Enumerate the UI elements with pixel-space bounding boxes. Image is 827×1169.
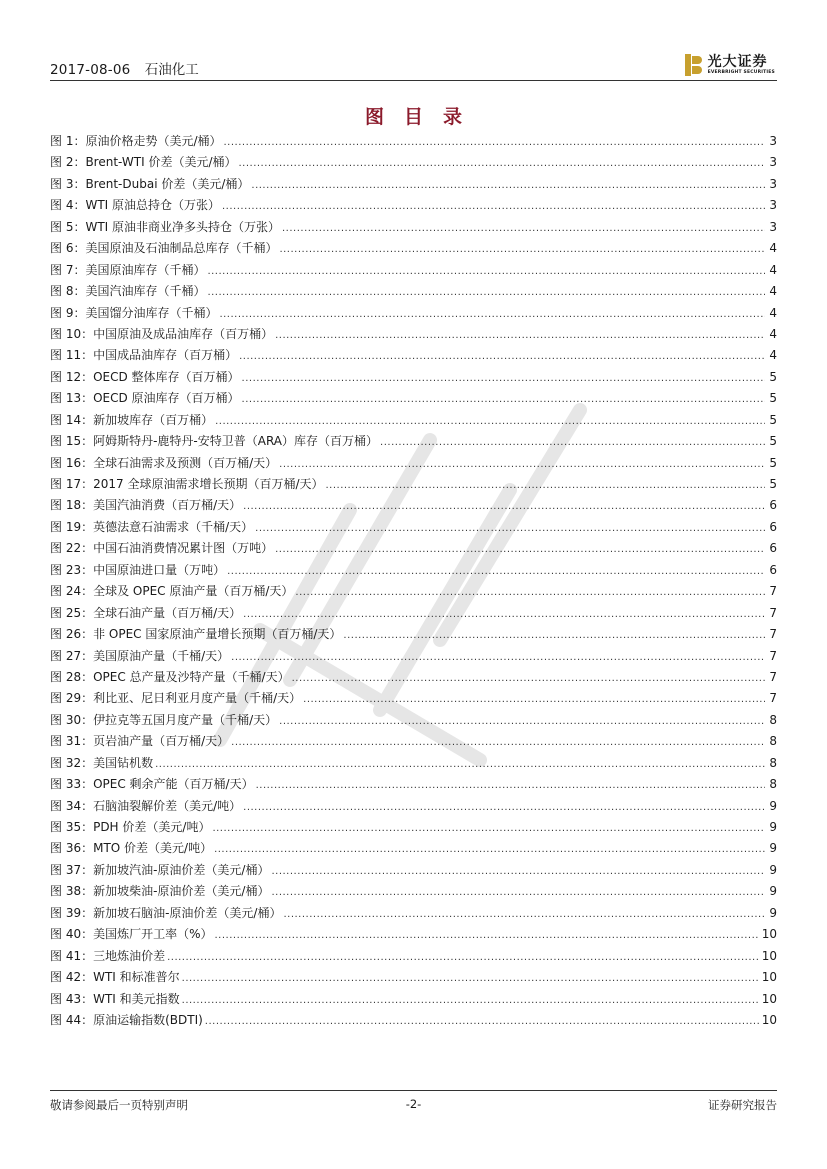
toc-leader-dots (283, 909, 765, 920)
toc-entry-label: 图 42：WTI 和标准普尔 (50, 970, 180, 985)
toc-entry[interactable] (50, 475, 777, 496)
toc-entry-label: 图 26：非 OPEC 国家原油产量增长预期（百万桶/天） (50, 627, 342, 642)
toc-entry-page: 5 (769, 434, 777, 449)
toc-entry-label: 图 23：中国原油进口量（万吨） (50, 562, 226, 577)
report-sector: 石油化工 (144, 62, 199, 78)
toc-entry-page: 10 (761, 970, 777, 985)
logo-chinese-name: 光大证券 (707, 53, 768, 70)
toc-entry-label: 图 18：美国汽油消费（百万桶/天） (50, 498, 242, 513)
toc-entry[interactable] (50, 368, 777, 389)
toc-entry[interactable] (50, 561, 777, 582)
toc-entry-label: 图 12：OECD 整体库存（百万桶） (50, 369, 240, 384)
toc-entry-label: 图 34：石脑油裂解价差（美元/吨） (50, 798, 242, 813)
toc-entry[interactable] (50, 839, 777, 860)
toc-entry-page: 9 (769, 841, 777, 856)
toc-leader-dots (215, 930, 760, 941)
toc-leader-dots (243, 609, 765, 620)
toc-leader-dots (231, 652, 765, 663)
toc-leader-dots (243, 501, 765, 512)
toc-entry-page: 4 (769, 348, 777, 363)
toc-entry[interactable] (50, 411, 777, 432)
toc-entry-page: 10 (761, 1012, 777, 1027)
toc-leader-dots (255, 523, 765, 534)
toc-entry-page: 3 (769, 219, 777, 234)
toc-leader-dots (279, 716, 765, 727)
toc-entry-page: 5 (769, 391, 777, 406)
toc-entry[interactable] (50, 604, 777, 625)
toc-leader-dots (167, 952, 760, 963)
toc-entry-page: 8 (769, 755, 777, 770)
toc-leader-dots (271, 887, 765, 898)
report-date: 2017-08-06 (50, 62, 131, 78)
toc-entry-page: 5 (769, 477, 777, 491)
company-logo (685, 52, 775, 78)
toc-leader-dots (295, 587, 765, 598)
toc-leader-dots (155, 759, 765, 770)
toc-entry[interactable] (50, 861, 777, 882)
toc-leader-dots (224, 137, 766, 148)
toc-entry[interactable] (50, 389, 777, 410)
toc-entry-page: 8 (769, 712, 777, 727)
toc-entry-label: 图 1：原油价格走势（美元/桶） (50, 134, 222, 148)
toc-entry-label: 图 24：全球及 OPEC 原油产量（百万桶/天） (50, 584, 294, 599)
toc-entry-page: 6 (769, 498, 777, 513)
toc-leader-dots (303, 694, 765, 705)
toc-entry-label: 图 15：阿姆斯特丹-鹿特丹-安特卫普（ARA）库存（百万桶） (50, 434, 379, 449)
toc-leader-dots (242, 373, 765, 384)
toc-entry-page: 7 (769, 584, 777, 599)
toc-entry-page: 3 (769, 176, 777, 191)
toc-entry[interactable] (50, 454, 777, 475)
toc-leader-dots (222, 201, 765, 212)
logo-english-name: EVERBRIGHT SECURITIES (707, 69, 775, 75)
toc-entry[interactable] (50, 689, 777, 710)
toc-leader-dots (271, 866, 765, 877)
toc-entry-label: 图 7：美国原油库存（千桶） (50, 262, 206, 277)
toc-entry[interactable] (50, 518, 777, 539)
toc-entry-page: 10 (761, 991, 777, 1006)
toc-entry-page: 7 (769, 691, 777, 706)
toc-leader-dots (279, 244, 765, 255)
toc-entry-page: 4 (769, 262, 777, 277)
toc-entry-page: 5 (769, 369, 777, 384)
toc-entry[interactable] (50, 647, 777, 668)
toc-entry[interactable] (50, 775, 777, 796)
toc-entry[interactable] (50, 947, 777, 968)
toc-entry-page: 9 (769, 884, 777, 899)
toc-entry[interactable] (50, 282, 777, 303)
toc-entry[interactable] (50, 261, 777, 282)
toc-entry[interactable] (50, 668, 777, 689)
toc-entry-page: 8 (769, 777, 777, 792)
toc-entry-label: 图 16：全球石油需求及预测（百万桶/天） (50, 455, 278, 470)
toc-entry[interactable] (50, 539, 777, 560)
toc-entry-page: 7 (769, 605, 777, 620)
footer-disclaimer: 敬请参阅最后一页特别声明 (50, 1098, 188, 1112)
figure-list (50, 132, 777, 1032)
toc-leader-dots (227, 566, 765, 577)
toc-entry-page: 4 (769, 305, 777, 320)
toc-entry-page: 9 (769, 798, 777, 813)
toc-leader-dots (219, 309, 765, 320)
toc-entry-page: 6 (769, 541, 777, 556)
toc-entry-label: 图 8：美国汽油库存（千桶） (50, 284, 206, 299)
toc-entry[interactable] (50, 925, 777, 946)
header-divider (50, 80, 777, 81)
toc-entry-page: 10 (761, 927, 777, 942)
toc-entry[interactable] (50, 582, 777, 603)
logo-mark-icon (685, 54, 702, 76)
toc-entry-page: 5 (769, 455, 777, 470)
toc-entry-page: 4 (769, 284, 777, 299)
toc-leader-dots (380, 437, 765, 448)
toc-leader-dots (292, 673, 765, 684)
toc-entry-page: 9 (769, 905, 777, 920)
toc-entry-page: 4 (769, 241, 777, 256)
page-number: -2- (405, 1097, 422, 1111)
toc-leader-dots (282, 223, 765, 234)
toc-leader-dots (256, 780, 765, 791)
footer-report-type: 证券研究报告 (708, 1098, 777, 1112)
toc-entry-page: 3 (769, 198, 777, 213)
footer-divider (50, 1090, 777, 1091)
toc-leader-dots (242, 394, 765, 405)
toc-leader-dots (275, 544, 765, 555)
toc-entry-label: 图 40：美国炼厂开工率（%） (50, 927, 213, 942)
toc-entry-label: 图 5：WTI 原油非商业净多头持仓（万张） (50, 219, 280, 234)
toc-entry-page: 10 (761, 948, 777, 963)
toc-leader-dots (182, 995, 760, 1006)
toc-entry[interactable] (50, 239, 777, 260)
toc-entry-label: 图 17：2017 全球原油需求增长预期（百万桶/天） (50, 477, 324, 491)
toc-entry-page: 6 (769, 562, 777, 577)
toc-entry[interactable] (50, 1011, 777, 1032)
toc-leader-dots (182, 973, 760, 984)
toc-entry-label: 图 39：新加坡石脑油-原油价差（美元/桶） (50, 905, 282, 920)
toc-entry-label: 图 3：Brent-Dubai 价差（美元/桶） (50, 176, 250, 191)
toc-entry-label: 图 44：原油运输指数(BDTI) (50, 1012, 203, 1027)
toc-entry-label: 图 11：中国成品油库存（百万桶） (50, 348, 238, 363)
toc-entry-label: 图 32：美国钻机数 (50, 755, 154, 770)
toc-entry-label: 图 6：美国原油及石油制品总库存（千桶） (50, 241, 278, 256)
toc-entry[interactable] (50, 175, 777, 196)
toc-entry-label: 图 31：页岩油产量（百万桶/天） (50, 734, 230, 749)
toc-entry-page: 8 (769, 734, 777, 749)
toc-entry-label: 图 14：新加坡库存（百万桶） (50, 412, 214, 427)
toc-entry[interactable] (50, 218, 777, 239)
toc-leader-dots (343, 630, 765, 641)
toc-leader-dots (275, 330, 765, 341)
page-title: 图目录 (364, 106, 482, 128)
toc-entry-page: 3 (769, 155, 777, 170)
toc-entry[interactable] (50, 818, 777, 839)
toc-entry-label: 图 36：MTO 价差（美元/吨） (50, 841, 213, 856)
toc-leader-dots (205, 1016, 760, 1027)
toc-entry-label: 图 38：新加坡柴油-原油价差（美元/桶） (50, 884, 270, 899)
toc-leader-dots (279, 459, 765, 470)
toc-entry-page: 4 (769, 326, 777, 341)
toc-entry-page: 7 (769, 648, 777, 663)
toc-entry-page: 6 (769, 519, 777, 534)
toc-leader-dots (239, 351, 765, 362)
toc-entry-label: 图 2：Brent-WTI 价差（美元/桶） (50, 155, 237, 170)
toc-entry-page: 3 (769, 134, 777, 148)
toc-entry[interactable] (50, 346, 777, 367)
toc-entry[interactable] (50, 496, 777, 517)
toc-entry-label: 图 33：OPEC 剩余产能（百万桶/天） (50, 777, 254, 792)
toc-entry-label: 图 35：PDH 价差（美元/吨） (50, 820, 211, 834)
toc-entry-page: 5 (769, 412, 777, 427)
toc-entry[interactable] (50, 196, 777, 217)
toc-leader-dots (238, 158, 765, 169)
toc-entry-page: 9 (769, 820, 777, 834)
toc-entry-page: 9 (769, 862, 777, 877)
toc-entry[interactable] (50, 132, 777, 153)
toc-entry[interactable] (50, 153, 777, 174)
toc-leader-dots (325, 480, 765, 491)
toc-entry-label: 图 30：伊拉克等五国月度产量（千桶/天） (50, 712, 278, 727)
toc-entry-label: 图 27：美国原油产量（千桶/天） (50, 648, 230, 663)
toc-entry-label: 图 25：全球石油产量（百万桶/天） (50, 605, 242, 620)
toc-entry-page: 7 (769, 669, 777, 684)
toc-entry[interactable] (50, 432, 777, 453)
toc-entry[interactable] (50, 754, 777, 775)
toc-leader-dots (215, 416, 765, 427)
toc-entry[interactable] (50, 990, 777, 1011)
toc-entry[interactable] (50, 325, 777, 346)
toc-leader-dots (231, 737, 765, 748)
toc-entry-label: 图 28：OPEC 总产量及沙特产量（千桶/天） (50, 669, 290, 684)
toc-entry[interactable] (50, 882, 777, 903)
toc-entry[interactable] (50, 904, 777, 925)
toc-entry[interactable] (50, 625, 777, 646)
toc-entry-label: 图 37：新加坡汽油-原油价差（美元/桶） (50, 862, 270, 877)
toc-entry-label: 图 22：中国石油消费情况累计图（万吨） (50, 541, 274, 556)
toc-leader-dots (251, 180, 765, 191)
toc-entry-label: 图 41：三地炼油价差 (50, 948, 166, 963)
toc-leader-dots (207, 287, 765, 298)
toc-leader-dots (243, 802, 765, 813)
toc-entry-label: 图 10：中国原油及成品油库存（百万桶） (50, 326, 274, 341)
toc-entry-label: 图 9：美国馏分油库存（千桶） (50, 305, 218, 320)
toc-entry-page: 7 (769, 627, 777, 642)
toc-entry-label: 图 13：OECD 原油库存（百万桶） (50, 391, 240, 406)
toc-leader-dots (214, 844, 765, 855)
toc-entry-label: 图 43：WTI 和美元指数 (50, 991, 180, 1006)
toc-entry-label: 图 19：英德法意石油需求（千桶/天） (50, 519, 254, 534)
toc-entry[interactable] (50, 968, 777, 989)
toc-entry[interactable] (50, 732, 777, 753)
toc-leader-dots (207, 266, 765, 277)
toc-entry[interactable] (50, 304, 777, 325)
toc-entry-label: 图 4：WTI 原油总持仓（万张） (50, 198, 220, 213)
toc-leader-dots (212, 823, 765, 834)
toc-entry[interactable] (50, 797, 777, 818)
toc-entry[interactable] (50, 711, 777, 732)
page-header (50, 58, 199, 78)
toc-entry-label: 图 29：利比亚、尼日利亚月度产量（千桶/天） (50, 691, 302, 706)
